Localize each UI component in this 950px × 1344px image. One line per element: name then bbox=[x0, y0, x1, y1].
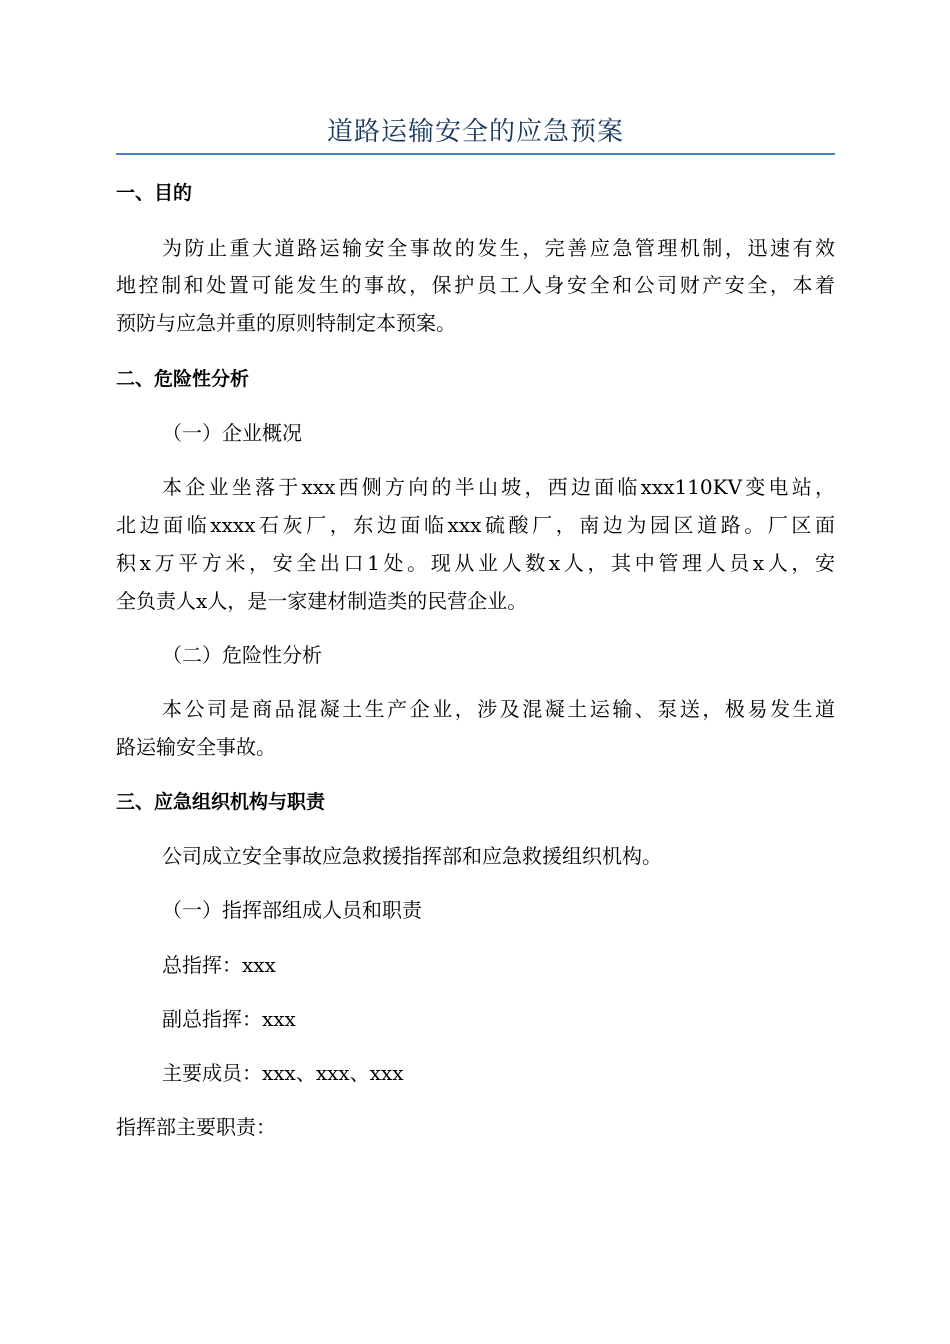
title-underline bbox=[116, 153, 835, 155]
deputy-commander-line: 副总指挥：xxx bbox=[162, 1007, 296, 1031]
paragraph-line: 公司成立安全事故应急救援指挥部和应急救援组织机构。 bbox=[162, 844, 662, 868]
paragraph-line: 地控制和处置可能发生的事故，保护员工人身安全和公司财产安全，本着 bbox=[116, 273, 835, 297]
section-heading-organization: 三、应急组织机构与职责 bbox=[116, 791, 326, 813]
paragraph-line: 本企业坐落于xxx西侧方向的半山坡，西边面临xxx110KV变电站， bbox=[162, 475, 835, 499]
section-heading-risk-analysis: 二、危险性分析 bbox=[116, 368, 250, 390]
main-members-line: 主要成员：xxx、xxx、xxx bbox=[162, 1061, 404, 1085]
command-duties-line: 指挥部主要职责： bbox=[116, 1115, 276, 1139]
paragraph-line: 预防与应急并重的原则特制定本预案。 bbox=[116, 311, 456, 335]
section-heading-purpose: 一、目的 bbox=[116, 182, 193, 204]
paragraph-line: 本公司是商品混凝土生产企业，涉及混凝土运输、泵送，极易发生道 bbox=[162, 697, 835, 721]
document-title: 道路运输安全的应急预案 bbox=[326, 117, 624, 147]
document-page bbox=[116, 0, 835, 1344]
paragraph-line: 全负责人x人，是一家建材制造类的民营企业。 bbox=[116, 589, 528, 613]
paragraph-line: 北边面临xxxx石灰厂，东边面临xxx硫酸厂，南边为园区道路。厂区面 bbox=[116, 513, 835, 537]
subheading-risk-analysis: （二）危险性分析 bbox=[162, 643, 322, 667]
subheading-command-members: （一）指挥部组成人员和职责 bbox=[162, 898, 422, 922]
subheading-company-overview: （一）企业概况 bbox=[162, 421, 302, 445]
paragraph-line: 路运输安全事故。 bbox=[116, 735, 276, 759]
paragraph-line: 为防止重大道路运输安全事故的发生，完善应急管理机制，迅速有效 bbox=[162, 236, 835, 260]
paragraph-line: 积x万平方米，安全出口1处。现从业人数x人，其中管理人员x人，安 bbox=[116, 551, 835, 575]
commander-line: 总指挥：xxx bbox=[162, 953, 276, 977]
